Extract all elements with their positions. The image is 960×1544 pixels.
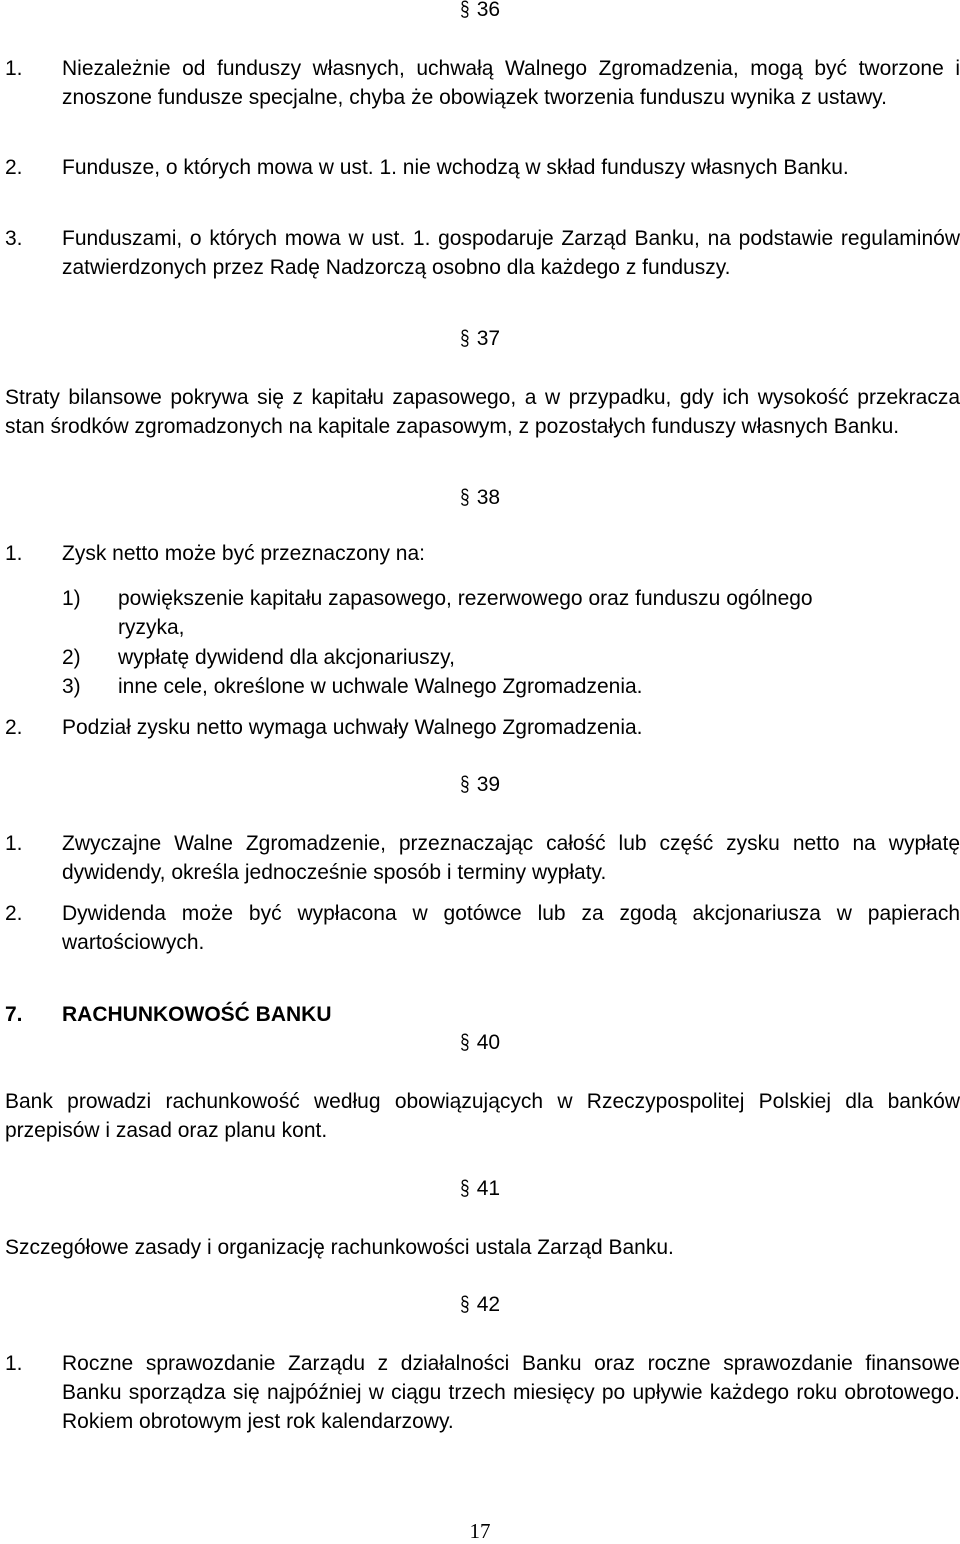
section-heading-38 (459, 485, 500, 511)
item-text: Zysk netto może być przeznaczony na: (62, 542, 425, 565)
section-number: 36 (476, 0, 501, 21)
section-sign: § (460, 1031, 470, 1054)
page-number: 17 (469, 1519, 491, 1543)
item-number: 2. (5, 156, 23, 179)
section-number: 39 (476, 773, 501, 796)
section-number: 42 (476, 1293, 501, 1316)
item-text: Dywidenda może być wypłacona w gotówce lub za zgodą akcjonariusza w papierach wartościowych. (62, 902, 960, 954)
chapter-title: RACHUNKOWOŚĆ BANKU (62, 1003, 332, 1026)
item-number: 1. (5, 57, 23, 80)
list-item (5, 899, 960, 959)
chapter-heading (5, 1000, 960, 1030)
item-number: 2. (5, 716, 23, 739)
section-heading-39 (459, 772, 500, 798)
list-item (5, 54, 960, 144)
item-text: Niezależnie od funduszy własnych, uchwałą Walnego Zgromadzenia, mogą być tworzone i znoszone fundusze specjalne, chyba że obowiązek tworzenia funduszu wynika z ustawy. (62, 57, 960, 109)
list-item (5, 153, 960, 213)
section-number: 38 (476, 486, 501, 509)
sub-item-text: wypłatę dywidend dla akcjonariuszy, (118, 646, 455, 669)
section-heading-42 (459, 1292, 500, 1318)
list-item (5, 224, 960, 314)
item-text: Funduszami, o których mowa w ust. 1. gospodaruje Zarząd Banku, na podstawie regulaminów zatwierdzonych przez Radę Nadzorczą osobno dla każdego z funduszy. (62, 227, 960, 279)
section-sign: § (460, 1177, 470, 1200)
item-text: Fundusze, o których mowa w ust. 1. nie wchodzą w skład funduszy własnych Banku. (62, 156, 849, 179)
item-number: 2. (5, 902, 23, 925)
list-item (5, 1349, 960, 1439)
sub-item-text: powiększenie kapitału zapasowego, rezerwowego oraz funduszu ogólnego (118, 587, 813, 610)
paragraph: Bank prowadzi rachunkowość według obowiązujących w Rzeczypospolitej Polskiej dla banków przepisów i zasad oraz planu kont. (5, 1090, 960, 1142)
list-item (5, 829, 960, 889)
item-number: 1. (5, 832, 23, 855)
section-number: 40 (476, 1031, 501, 1054)
section-number: 37 (476, 327, 501, 350)
section-sign: § (460, 327, 470, 350)
list-item (5, 713, 960, 743)
item-number: 3. (5, 227, 23, 250)
chapter-number: 7. (5, 1003, 23, 1026)
sub-item-text-continued: ryzyka, (118, 616, 185, 639)
item-text: Podział zysku netto wymaga uchwały Walnego Zgromadzenia. (62, 716, 643, 739)
item-number: 1. (5, 542, 23, 565)
item-text: Zwyczajne Walne Zgromadzenie, przeznaczając całość lub część zysku netto na wypłatę dywidendy, określa jednocześnie sposób i terminy wypłaty. (62, 832, 960, 884)
section-sign: § (460, 773, 470, 796)
list-item (5, 539, 960, 569)
sub-item-number: 2) (62, 646, 81, 669)
sub-item-text: inne cele, określone w uchwale Walnego Zgromadzenia. (118, 675, 643, 698)
item-number: 1. (5, 1352, 23, 1375)
section-heading-40 (459, 1030, 500, 1056)
paragraph: Szczegółowe zasady i organizację rachunkowości ustala Zarząd Banku. (5, 1236, 674, 1259)
section-heading-36 (459, 0, 500, 23)
section-number: 41 (476, 1177, 501, 1200)
item-text: Roczne sprawozdanie Zarządu z działalności Banku oraz roczne sprawozdanie finansowe Banku sporządza się najpóźniej w ciągu trzech miesięcy po upływie każdego roku obrotowego. Rokiem obrotowym jest rok kalendarzowy. (62, 1352, 960, 1433)
paragraph: Straty bilansowe pokrywa się z kapitału zapasowego, a w przypadku, gdy ich wysokość przekracza stan środków zgromadzonych na kapitale zapasowym, z pozostałych funduszy własnych Banku. (5, 386, 960, 438)
sub-list-item (62, 643, 960, 673)
section-heading-37 (459, 326, 500, 352)
section-sign: § (460, 0, 470, 21)
section-heading-41 (459, 1176, 500, 1202)
sub-item-number: 1) (62, 587, 81, 610)
sub-list-item (62, 584, 960, 644)
sub-item-number: 3) (62, 675, 81, 698)
section-sign: § (460, 486, 470, 509)
sub-list-item (62, 672, 960, 702)
section-sign: § (460, 1293, 470, 1316)
